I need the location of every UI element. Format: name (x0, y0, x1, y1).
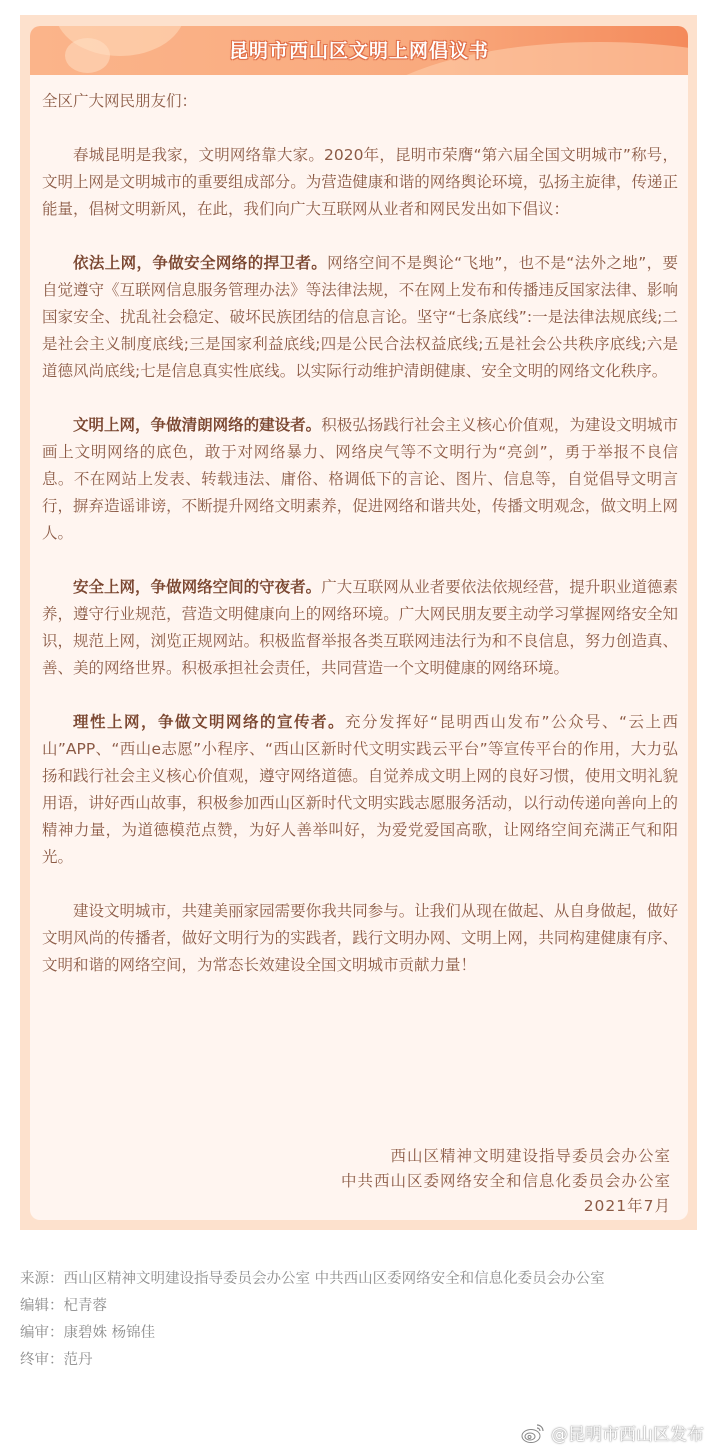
paragraph-text: 充分发挥好“昆明西山发布”公众号、“云上西山”APP、“西山e志愿”小程序、“西山区新时代文明实践云平台”等宣传平台的作用，大力弘扬和践行社会主义核心价值观，遵守网络道德。自觉养成文明上网的良好习惯，使用文明礼貌用语，讲好西山故事，积极参加西山区新时代文明实践志愿服务活动，以行动传递向善向上的精神力量，为道德模范点赞，为好人善举叫好，为爱党爱国高歌，让网络空间充满正气和阳光。 (42, 713, 678, 866)
weibo-watermark (521, 1420, 704, 1445)
paragraph-closing (42, 898, 678, 979)
paragraph-text: 建设文明城市，共建美丽家园需要你我共同参与。让我们从现在做起、从自身做起，做好文明风尚的传播者，做好文明行为的实践者，践行文明办网、文明上网，共同构建健康有序、文明和谐的网络空间，为常态长效建设全国文明城市贡献力量！ (42, 902, 678, 974)
credit-source: 来源：西山区精神文明建设指导委员会办公室 中共西山区委网络安全和信息化委员会办公室 (20, 1271, 605, 1287)
proposal-frame (20, 15, 697, 1230)
paragraph-rational (42, 709, 678, 871)
signature-org-1: 西山区精神文明建设指导委员会办公室 (390, 1147, 671, 1165)
title-banner (30, 26, 688, 75)
proposal-card (30, 26, 688, 1220)
paragraph-text: 广大互联网从业者要依法依规经营，提升职业道德素养，遵守行业规范，营造文明健康向上的网络环境。广大网民朋友要主动学习掌握网络安全知识，规范上网，浏览正规网站。积极监督举报各类互联网违法行为和不良信息，努力创造真、善、美的网络世界。积极承担社会责任，共同营造一个文明健康的网络环境。 (42, 578, 678, 677)
paragraph-text: 网络空间不是舆论“飞地”，也不是“法外之地”，要自觉遵守《互联网信息服务管理办法》等法律法规，不在网上发布和传播违反国家法律、影响国家安全、扰乱社会稳定、破坏民族团结的信息言论。坚守“七条底线”:一是法律法规底线;二是社会主义制度底线;三是国家利益底线;四是公民合法权益底线;五是社会公共秩序底线;六是道德风尚底线;七是信息真实性底线。以实际行动维护清朗健康、安全文明的网络文化秩序。 (42, 254, 678, 380)
weibo-icon (521, 1422, 547, 1444)
paragraph-lead: 安全上网，争做网络空间的守夜者。 (73, 578, 322, 596)
signature-date: 2021年7月 (583, 1197, 671, 1215)
paragraph-intro (42, 142, 678, 223)
proposal-body (42, 88, 678, 1006)
paragraph-lead: 文明上网，争做清朗网络的建设者。 (73, 416, 322, 434)
paragraph-lead: 理性上网，争做文明网络的宣传者。 (73, 713, 345, 731)
paragraph-civil (42, 412, 678, 547)
page-title: 昆明市西山区文明上网倡议书 (228, 40, 489, 62)
signature-block (341, 1144, 671, 1219)
signature-org-2: 中共西山区委网络安全和信息化委员会办公室 (340, 1172, 671, 1190)
credit-editor: 编辑：杞青蓉 (20, 1298, 107, 1314)
watermark-text: @昆明市西山区发布 (551, 1425, 704, 1445)
paragraph-lawful (42, 250, 678, 385)
paragraph-text: 积极弘扬践行社会主义核心价值观，为建设文明城市画上文明网络的底色，敢于对网络暴力、网络戾气等不文明行为“亮剑”，勇于举报不良信息。不在网站上发表、转载违法、庸俗、格调低下的言论、图片、信息等，自觉倡导文明言行，摒弃造谣诽谤，不断提升网络文明素养，促进网络和谐共处，传播文明观念，做文明上网人。 (42, 416, 678, 542)
credit-reviewer: 编审：康碧姝 杨锦佳 (20, 1325, 156, 1341)
paragraph-text: 春城昆明是我家，文明网络靠大家。2020年，昆明市荣膺“第六届全国文明城市”称号，文明上网是文明城市的重要组成部分。为营造健康和谐的网络舆论环境，弘扬主旋律，传递正能量，倡树文明新风，在此，我们向广大互联网从业者和网民发出如下倡议： (42, 146, 678, 218)
paragraph-lead: 依法上网，争做安全网络的捍卫者。 (73, 254, 328, 272)
paragraph-safe (42, 574, 678, 682)
greeting: 全区广大网民朋友们： (42, 92, 198, 110)
credits (20, 1266, 605, 1374)
credit-final-reviewer: 终审：范丹 (20, 1352, 93, 1368)
